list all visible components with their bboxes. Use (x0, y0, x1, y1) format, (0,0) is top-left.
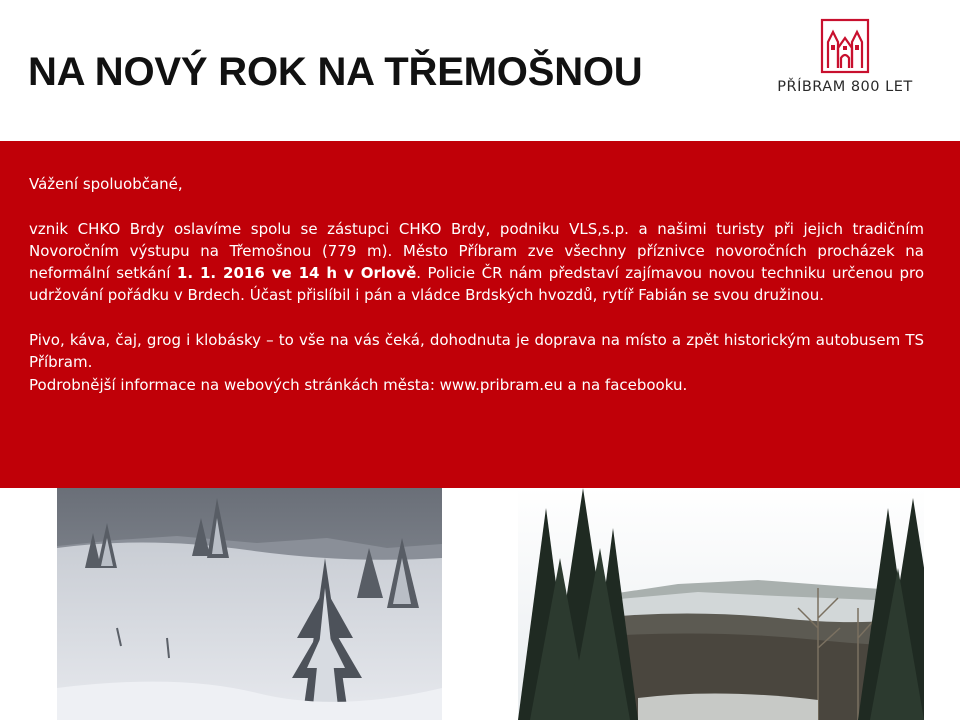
greeting: Vážení spoluobčané, (29, 175, 183, 193)
paragraph-event (29, 218, 924, 307)
paragraph-more-info: Podrobnější informace na webových stránkách města: www.pribram.eu a na facebooku. (29, 375, 688, 394)
invitation-banner (0, 141, 960, 488)
event-date-time-place: 1. 1. 2016 ve 14 h v Orlově (176, 264, 417, 283)
paragraph-event-intro: vznik CHKO Brdy oslavíme spolu se zástupci CHKO Brdy, podniku VLS,s.p. a našimi turisty při jejich tradičním Novoročním výstupu na Třemošnou (779 m). Město Příbram zve všechny příznivce novoročních procházek na neformální setkání (29, 219, 924, 283)
page-title: NA NOVÝ ROK NA TŘEMOŠNOU (28, 50, 643, 94)
invitation-text (29, 173, 924, 396)
snowy-meadow-photo (57, 488, 442, 720)
town-gate-logo-icon (820, 18, 870, 74)
paragraph-event-rest: . Policie ČR nám představí zajímavou novou techniku určenou pro udržování pořádku v Brdech. Účast přislíbil i pán a vládce Brdských hvozdů, rytíř Fabián se svou družinou. (29, 264, 925, 305)
photo-snowy-trees (57, 488, 442, 720)
logo-caption: PŘÍBRAM 800 LET (777, 79, 913, 95)
forest-valley-photo (518, 488, 924, 720)
pribram-800-logo (770, 18, 920, 100)
paragraph-refreshments: Pivo, káva, čaj, grog i klobásky – to vše na vás čeká, dohodnuta je doprava na místo a zpět historickým autobusem TS Příbram. (29, 331, 924, 372)
photo-forest-valley (518, 488, 924, 720)
